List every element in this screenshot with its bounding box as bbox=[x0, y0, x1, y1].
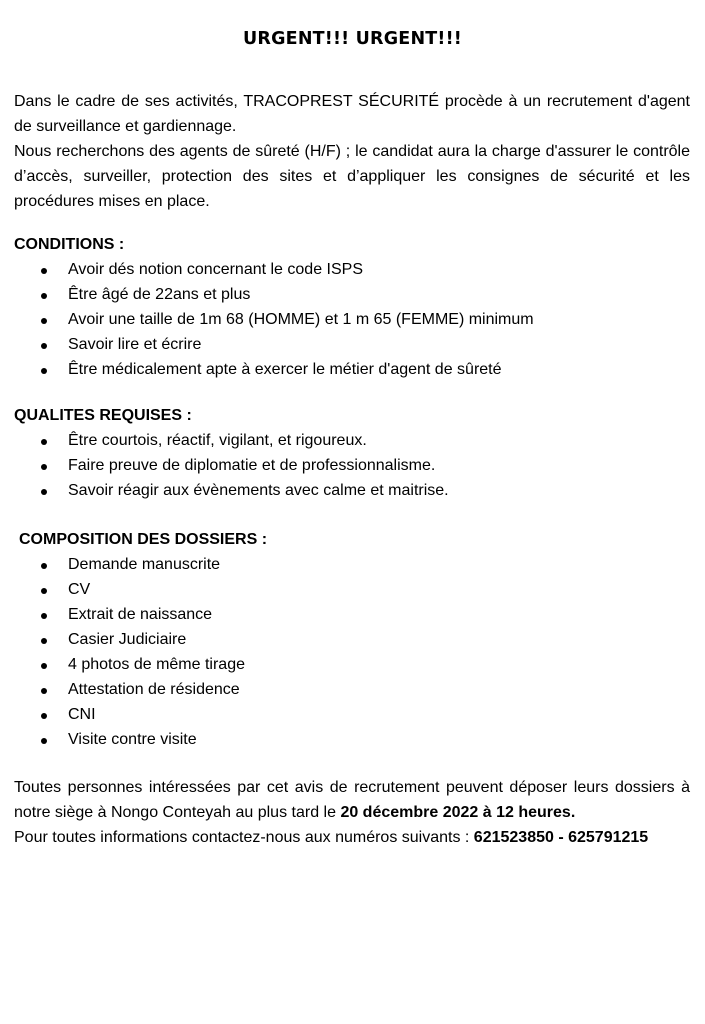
bullet-icon bbox=[41, 439, 47, 445]
composition-list bbox=[14, 552, 695, 752]
bullet-icon bbox=[41, 638, 47, 644]
bullet-icon bbox=[41, 738, 47, 744]
list-item bbox=[14, 307, 690, 332]
bullet-icon bbox=[41, 688, 47, 694]
bullet-icon bbox=[41, 489, 47, 495]
page-title: URGENT!!! URGENT!!! bbox=[243, 29, 462, 49]
list-item-label: Avoir une taille de 1m 68 (HOMME) et 1 m 65 (FEMME) minimum bbox=[68, 311, 534, 328]
deadline-text: 20 décembre 2022 à 12 heures. bbox=[340, 804, 576, 821]
list-item-label: Avoir dés notion concernant le code ISPS bbox=[68, 261, 363, 278]
bullet-icon bbox=[41, 368, 47, 374]
footer-contact-text: Pour toutes informations contactez-nous aux numéros suivants : bbox=[14, 829, 474, 846]
bullet-icon bbox=[41, 464, 47, 470]
list-item-label: 4 photos de même tirage bbox=[68, 656, 245, 673]
bullet-icon bbox=[41, 663, 47, 669]
footer-paragraph-2 bbox=[14, 825, 690, 850]
list-item bbox=[14, 627, 695, 652]
list-item bbox=[14, 652, 695, 677]
bullet-icon bbox=[41, 268, 47, 274]
composition-heading: COMPOSITION DES DOSSIERS : bbox=[19, 531, 268, 548]
intro-section bbox=[14, 89, 690, 214]
phone-numbers: 621523850 - 625791215 bbox=[473, 829, 649, 846]
list-item bbox=[14, 453, 690, 478]
bullet-icon bbox=[41, 563, 47, 569]
list-item bbox=[14, 577, 695, 602]
list-item-label: Être âgé de 22ans et plus bbox=[68, 286, 251, 303]
list-item bbox=[14, 357, 690, 382]
conditions-heading: CONDITIONS : bbox=[14, 236, 125, 253]
bullet-icon bbox=[41, 588, 47, 594]
list-item-label: Demande manuscrite bbox=[68, 556, 221, 573]
list-item bbox=[14, 478, 690, 503]
list-item bbox=[14, 332, 690, 357]
footer-section bbox=[14, 775, 690, 850]
list-item-label: Extrait de naissance bbox=[68, 606, 213, 623]
bullet-icon bbox=[41, 318, 47, 324]
bullet-icon bbox=[41, 343, 47, 349]
list-item-label: Être courtois, réactif, vigilant, et rigoureux. bbox=[68, 432, 367, 449]
composition-section bbox=[19, 527, 695, 752]
list-item-label: Être médicalement apte à exercer le métier d'agent de sûreté bbox=[68, 361, 502, 378]
bullet-icon bbox=[41, 613, 47, 619]
list-item-label: CNI bbox=[68, 706, 96, 723]
qualites-section bbox=[14, 403, 690, 503]
list-item-label: Visite contre visite bbox=[68, 731, 197, 748]
list-item-label: CV bbox=[68, 581, 91, 598]
bullet-icon bbox=[41, 293, 47, 299]
list-item bbox=[14, 727, 695, 752]
qualites-heading: QUALITES REQUISES : bbox=[14, 407, 192, 424]
bullet-icon bbox=[41, 713, 47, 719]
conditions-section bbox=[14, 232, 690, 382]
intro-paragraph-2: Nous recherchons des agents de sûreté (H/F) ; le candidat aura la charge d'assurer le contrôle d’accès, surveiller, protection des sites et d’appliquer les consignes de sécurité et les procédures mises en place. bbox=[14, 143, 690, 210]
list-item bbox=[14, 257, 690, 282]
list-item-label: Savoir lire et écrire bbox=[68, 336, 202, 353]
footer-paragraph-1 bbox=[14, 775, 690, 825]
footer-deposit-text: Toutes personnes intéressées par cet avis de recrutement peuvent déposer leurs dossiers à notre siège à Nongo Conteyah au plus tard le bbox=[14, 779, 690, 821]
list-item-label: Attestation de résidence bbox=[68, 681, 240, 698]
list-item bbox=[14, 602, 695, 627]
list-item bbox=[14, 677, 695, 702]
list-item bbox=[14, 702, 695, 727]
qualites-list bbox=[14, 428, 690, 503]
intro-paragraph-1: Dans le cadre de ses activités, TRACOPREST SÉCURITÉ procède à un recrutement d'agent de surveillance et gardiennage. bbox=[14, 93, 690, 135]
conditions-list bbox=[14, 257, 690, 382]
list-item bbox=[14, 282, 690, 307]
list-item-label: Faire preuve de diplomatie et de professionnalisme. bbox=[68, 457, 436, 474]
list-item bbox=[14, 552, 695, 577]
list-item bbox=[14, 428, 690, 453]
list-item-label: Savoir réagir aux évènements avec calme et maitrise. bbox=[68, 482, 449, 499]
list-item-label: Casier Judiciaire bbox=[68, 631, 187, 648]
